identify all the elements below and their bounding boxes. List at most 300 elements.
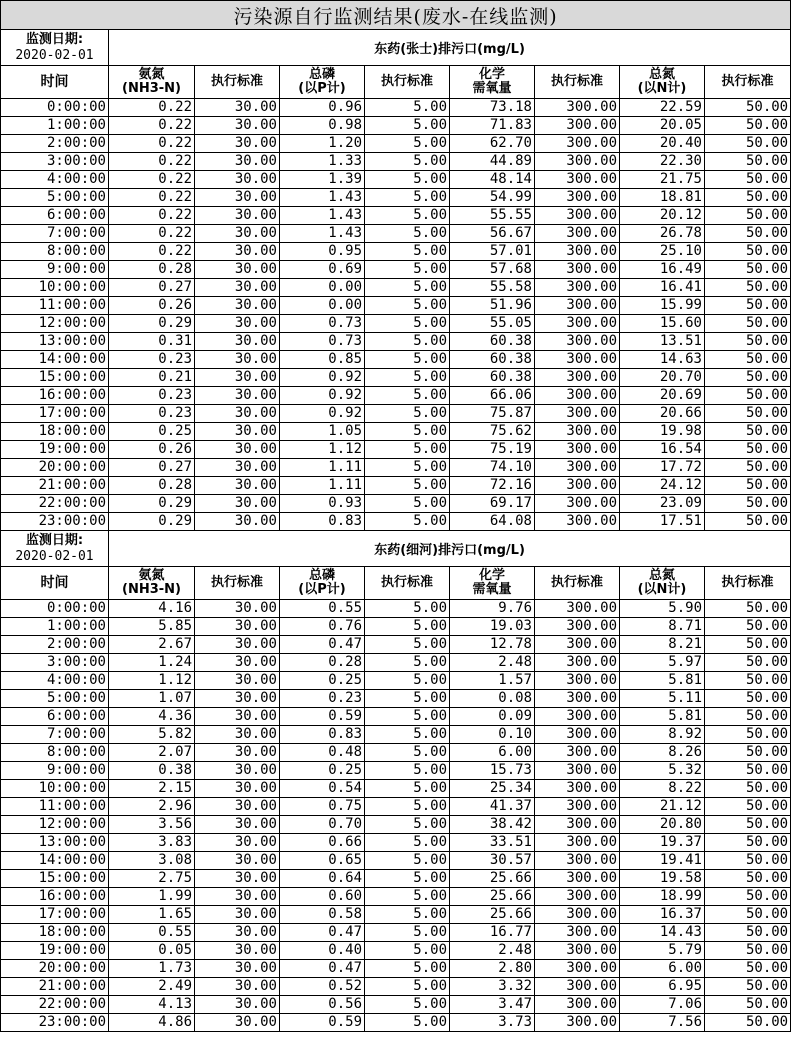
- cell-time: 11:00:00: [1, 297, 109, 315]
- cell-phosphorus-standard: 5.00: [365, 1014, 450, 1032]
- cell-phosphorus: 0.70: [280, 816, 365, 834]
- cell-ammonia-standard: 30.00: [195, 279, 280, 297]
- cell-nitrogen-standard: 50.00: [705, 654, 791, 672]
- cell-nitrogen-standard: 50.00: [705, 924, 791, 942]
- cell-nitrogen: 20.80: [620, 816, 705, 834]
- cell-nitrogen-standard: 50.00: [705, 423, 791, 441]
- table-row: [1, 117, 791, 135]
- header-cod-line1: 化学: [478, 67, 505, 82]
- cell-ammonia-standard: 30.00: [195, 654, 280, 672]
- cell-phosphorus-standard: 5.00: [365, 816, 450, 834]
- cell-ammonia: 1.07: [109, 690, 195, 708]
- cell-time: 4:00:00: [1, 672, 109, 690]
- cell-time: 16:00:00: [1, 387, 109, 405]
- cell-cod: 30.57: [450, 852, 535, 870]
- table-row: [1, 636, 791, 654]
- table-row: [1, 351, 791, 369]
- cell-time: 17:00:00: [1, 906, 109, 924]
- cell-phosphorus: 0.83: [280, 726, 365, 744]
- cell-ammonia: 4.86: [109, 1014, 195, 1032]
- cell-cod: 75.87: [450, 405, 535, 423]
- cell-phosphorus-standard: 5.00: [365, 513, 450, 531]
- cell-nitrogen: 20.70: [620, 369, 705, 387]
- cell-ammonia: 3.56: [109, 816, 195, 834]
- cell-ammonia-standard: 30.00: [195, 870, 280, 888]
- cell-cod: 25.66: [450, 870, 535, 888]
- date-value: 2020-02-01: [15, 47, 94, 63]
- table-row: [1, 618, 791, 636]
- cell-nitrogen: 5.90: [620, 600, 705, 618]
- table-row: [1, 942, 791, 960]
- cell-cod-standard: 300.00: [535, 207, 620, 225]
- cell-cod: 74.10: [450, 459, 535, 477]
- cell-cod: 64.08: [450, 513, 535, 531]
- section-meta-row-xihe: [1, 531, 791, 567]
- cell-ammonia-standard: 30.00: [195, 405, 280, 423]
- cell-cod: 60.38: [450, 369, 535, 387]
- table-row: [1, 495, 791, 513]
- table-row: [1, 333, 791, 351]
- cell-cod-standard: 300.00: [535, 153, 620, 171]
- cell-phosphorus: 1.11: [280, 477, 365, 495]
- cell-nitrogen-standard: 50.00: [705, 459, 791, 477]
- header-nitrogen: [620, 567, 705, 600]
- cell-time: 5:00:00: [1, 189, 109, 207]
- cell-nitrogen: 16.41: [620, 279, 705, 297]
- cell-phosphorus-standard: 5.00: [365, 423, 450, 441]
- cell-ammonia: 3.83: [109, 834, 195, 852]
- cell-ammonia-standard: 30.00: [195, 99, 280, 117]
- header-standard: [705, 66, 791, 99]
- cell-time: 5:00:00: [1, 690, 109, 708]
- cell-phosphorus: 0.73: [280, 315, 365, 333]
- cell-cod: 44.89: [450, 153, 535, 171]
- cell-ammonia-standard: 30.00: [195, 924, 280, 942]
- cell-phosphorus: 0.98: [280, 117, 365, 135]
- cell-ammonia-standard: 30.00: [195, 726, 280, 744]
- cell-cod-standard: 300.00: [535, 942, 620, 960]
- cell-nitrogen: 19.58: [620, 870, 705, 888]
- header-nitrogen: [620, 66, 705, 99]
- cell-nitrogen: 20.12: [620, 207, 705, 225]
- table-row: [1, 870, 791, 888]
- cell-nitrogen: 8.92: [620, 726, 705, 744]
- cell-ammonia: 0.22: [109, 225, 195, 243]
- cell-nitrogen-standard: 50.00: [705, 297, 791, 315]
- cell-nitrogen-standard: 50.00: [705, 477, 791, 495]
- header-standard-line1: 执行标准: [721, 575, 774, 590]
- cell-ammonia: 4.36: [109, 708, 195, 726]
- table-row: [1, 225, 791, 243]
- cell-cod-standard: 300.00: [535, 1014, 620, 1032]
- cell-phosphorus-standard: 5.00: [365, 654, 450, 672]
- cell-cod-standard: 300.00: [535, 708, 620, 726]
- cell-phosphorus: 0.92: [280, 387, 365, 405]
- cell-time: 14:00:00: [1, 852, 109, 870]
- cell-nitrogen: 19.41: [620, 852, 705, 870]
- cell-nitrogen-standard: 50.00: [705, 153, 791, 171]
- cell-time: 19:00:00: [1, 441, 109, 459]
- cell-ammonia-standard: 30.00: [195, 243, 280, 261]
- table-row: [1, 189, 791, 207]
- cell-phosphorus: 0.85: [280, 351, 365, 369]
- table-row: [1, 690, 791, 708]
- cell-nitrogen: 6.00: [620, 960, 705, 978]
- cell-nitrogen: 20.05: [620, 117, 705, 135]
- cell-cod-standard: 300.00: [535, 816, 620, 834]
- cell-ammonia-standard: 30.00: [195, 690, 280, 708]
- cell-nitrogen: 15.60: [620, 315, 705, 333]
- cell-ammonia: 0.22: [109, 99, 195, 117]
- cell-phosphorus-standard: 5.00: [365, 906, 450, 924]
- table-row: [1, 780, 791, 798]
- header-time: [1, 567, 109, 600]
- cell-time: 23:00:00: [1, 1014, 109, 1032]
- cell-cod: 6.00: [450, 744, 535, 762]
- cell-nitrogen-standard: 50.00: [705, 351, 791, 369]
- cell-ammonia-standard: 30.00: [195, 960, 280, 978]
- cell-cod-standard: 300.00: [535, 924, 620, 942]
- cell-phosphorus-standard: 5.00: [365, 297, 450, 315]
- cell-nitrogen: 22.30: [620, 153, 705, 171]
- cell-cod: 9.76: [450, 600, 535, 618]
- header-standard-line1: 执行标准: [380, 74, 433, 89]
- header-standard-line1: 执行标准: [550, 74, 603, 89]
- cell-phosphorus: 0.95: [280, 243, 365, 261]
- cell-time: 9:00:00: [1, 762, 109, 780]
- cell-ammonia-standard: 30.00: [195, 423, 280, 441]
- cell-cod-standard: 300.00: [535, 315, 620, 333]
- cell-cod: 2.80: [450, 960, 535, 978]
- cell-time: 8:00:00: [1, 744, 109, 762]
- cell-nitrogen-standard: 50.00: [705, 315, 791, 333]
- cell-nitrogen: 15.99: [620, 297, 705, 315]
- cell-phosphorus-standard: 5.00: [365, 225, 450, 243]
- cell-ammonia-standard: 30.00: [195, 834, 280, 852]
- cell-phosphorus-standard: 5.00: [365, 495, 450, 513]
- cell-cod-standard: 300.00: [535, 978, 620, 996]
- table-row: [1, 99, 791, 117]
- cell-phosphorus: 1.12: [280, 441, 365, 459]
- cell-nitrogen: 26.78: [620, 225, 705, 243]
- cell-time: 9:00:00: [1, 261, 109, 279]
- cell-time: 10:00:00: [1, 780, 109, 798]
- cell-phosphorus-standard: 5.00: [365, 315, 450, 333]
- cell-phosphorus: 0.00: [280, 279, 365, 297]
- cell-phosphorus: 0.69: [280, 261, 365, 279]
- cell-phosphorus-standard: 5.00: [365, 942, 450, 960]
- cell-ammonia: 0.23: [109, 405, 195, 423]
- cell-phosphorus: 1.43: [280, 207, 365, 225]
- table-row: [1, 243, 791, 261]
- cell-ammonia-standard: 30.00: [195, 672, 280, 690]
- table-row: [1, 171, 791, 189]
- cell-phosphorus: 0.47: [280, 960, 365, 978]
- cell-nitrogen-standard: 50.00: [705, 279, 791, 297]
- cell-ammonia-standard: 30.00: [195, 888, 280, 906]
- cell-cod-standard: 300.00: [535, 513, 620, 531]
- cell-time: 1:00:00: [1, 618, 109, 636]
- cell-time: 16:00:00: [1, 888, 109, 906]
- cell-phosphorus-standard: 5.00: [365, 780, 450, 798]
- cell-ammonia: 2.15: [109, 780, 195, 798]
- table-row: [1, 369, 791, 387]
- cell-cod: 75.19: [450, 441, 535, 459]
- cell-phosphorus: 0.59: [280, 708, 365, 726]
- cell-nitrogen-standard: 50.00: [705, 225, 791, 243]
- cell-phosphorus-standard: 5.00: [365, 387, 450, 405]
- cell-ammonia-standard: 30.00: [195, 618, 280, 636]
- cell-phosphorus: 0.48: [280, 744, 365, 762]
- cell-phosphorus: 0.76: [280, 618, 365, 636]
- cell-nitrogen-standard: 50.00: [705, 870, 791, 888]
- cell-nitrogen-standard: 50.00: [705, 207, 791, 225]
- cell-nitrogen: 19.37: [620, 834, 705, 852]
- header-cod-line2: 需氧量: [472, 582, 512, 597]
- date-label: 监测日期:: [25, 532, 84, 548]
- cell-nitrogen: 7.56: [620, 1014, 705, 1032]
- cell-ammonia-standard: 30.00: [195, 495, 280, 513]
- header-nitrogen-line1: 总氮: [648, 568, 675, 583]
- cell-phosphorus: 1.20: [280, 135, 365, 153]
- cell-time: 19:00:00: [1, 942, 109, 960]
- cell-phosphorus: 0.59: [280, 1014, 365, 1032]
- cell-phosphorus: 1.33: [280, 153, 365, 171]
- report-title: 污染源自行监测结果(废水-在线监测): [1, 1, 791, 30]
- cell-phosphorus-standard: 5.00: [365, 636, 450, 654]
- cell-time: 21:00:00: [1, 978, 109, 996]
- table-row: [1, 996, 791, 1014]
- table-row: [1, 960, 791, 978]
- cell-ammonia: 0.31: [109, 333, 195, 351]
- cell-cod-standard: 300.00: [535, 459, 620, 477]
- cell-phosphorus: 0.58: [280, 906, 365, 924]
- table-row: [1, 852, 791, 870]
- cell-ammonia-standard: 30.00: [195, 816, 280, 834]
- outlet-name: 东药(张士)排污口(mg/L): [109, 30, 791, 66]
- cell-phosphorus: 0.52: [280, 978, 365, 996]
- cell-ammonia-standard: 30.00: [195, 207, 280, 225]
- cell-ammonia: 0.55: [109, 924, 195, 942]
- cell-phosphorus: 0.23: [280, 690, 365, 708]
- monitoring-date: [1, 531, 109, 567]
- cell-cod: 15.73: [450, 762, 535, 780]
- cell-phosphorus: 0.54: [280, 780, 365, 798]
- header-ammonia-line1: 氨氮: [138, 568, 165, 583]
- cell-cod-standard: 300.00: [535, 243, 620, 261]
- cell-phosphorus-standard: 5.00: [365, 672, 450, 690]
- cell-time: 0:00:00: [1, 99, 109, 117]
- cell-nitrogen: 16.54: [620, 441, 705, 459]
- table-body: [1, 1, 791, 1032]
- cell-nitrogen-standard: 50.00: [705, 960, 791, 978]
- cell-nitrogen: 7.06: [620, 996, 705, 1014]
- cell-phosphorus: 0.64: [280, 870, 365, 888]
- cell-ammonia: 0.22: [109, 117, 195, 135]
- cell-time: 17:00:00: [1, 405, 109, 423]
- table-row: [1, 978, 791, 996]
- cell-cod: 48.14: [450, 171, 535, 189]
- cell-time: 12:00:00: [1, 315, 109, 333]
- cell-nitrogen-standard: 50.00: [705, 405, 791, 423]
- cell-ammonia-standard: 30.00: [195, 261, 280, 279]
- cell-nitrogen-standard: 50.00: [705, 618, 791, 636]
- table-row: [1, 207, 791, 225]
- cell-ammonia: 5.85: [109, 618, 195, 636]
- cell-nitrogen-standard: 50.00: [705, 600, 791, 618]
- cell-nitrogen: 8.22: [620, 780, 705, 798]
- cell-cod-standard: 300.00: [535, 297, 620, 315]
- cell-ammonia-standard: 30.00: [195, 600, 280, 618]
- cell-cod: 66.06: [450, 387, 535, 405]
- cell-nitrogen: 19.98: [620, 423, 705, 441]
- cell-time: 20:00:00: [1, 459, 109, 477]
- cell-ammonia: 0.22: [109, 135, 195, 153]
- table-row: [1, 261, 791, 279]
- header-phosphorus: [280, 567, 365, 600]
- header-cod-line2: 需氧量: [472, 81, 512, 96]
- cell-cod: 3.47: [450, 996, 535, 1014]
- cell-time: 3:00:00: [1, 153, 109, 171]
- header-time: [1, 66, 109, 99]
- cell-nitrogen-standard: 50.00: [705, 387, 791, 405]
- cell-ammonia: 1.99: [109, 888, 195, 906]
- cell-nitrogen: 5.11: [620, 690, 705, 708]
- cell-nitrogen-standard: 50.00: [705, 369, 791, 387]
- cell-time: 6:00:00: [1, 207, 109, 225]
- cell-cod-standard: 300.00: [535, 888, 620, 906]
- cell-ammonia: 0.29: [109, 513, 195, 531]
- cell-nitrogen: 5.81: [620, 672, 705, 690]
- cell-time: 13:00:00: [1, 333, 109, 351]
- cell-phosphorus: 0.92: [280, 369, 365, 387]
- cell-phosphorus: 0.96: [280, 99, 365, 117]
- cell-ammonia-standard: 30.00: [195, 459, 280, 477]
- cell-phosphorus-standard: 5.00: [365, 744, 450, 762]
- cell-nitrogen-standard: 50.00: [705, 135, 791, 153]
- cell-nitrogen: 21.12: [620, 798, 705, 816]
- cell-ammonia: 0.27: [109, 459, 195, 477]
- table-row: [1, 279, 791, 297]
- cell-phosphorus: 0.93: [280, 495, 365, 513]
- cell-phosphorus-standard: 5.00: [365, 852, 450, 870]
- cell-ammonia: 1.65: [109, 906, 195, 924]
- cell-time: 7:00:00: [1, 225, 109, 243]
- cell-nitrogen: 5.79: [620, 942, 705, 960]
- cell-ammonia: 1.24: [109, 654, 195, 672]
- cell-time: 0:00:00: [1, 600, 109, 618]
- cell-nitrogen: 5.32: [620, 762, 705, 780]
- cell-ammonia-standard: 30.00: [195, 906, 280, 924]
- cell-cod: 3.73: [450, 1014, 535, 1032]
- cell-time: 15:00:00: [1, 870, 109, 888]
- cell-cod: 60.38: [450, 333, 535, 351]
- cell-cod-standard: 300.00: [535, 351, 620, 369]
- cell-ammonia: 2.75: [109, 870, 195, 888]
- cell-cod-standard: 300.00: [535, 744, 620, 762]
- cell-time: 11:00:00: [1, 798, 109, 816]
- cell-nitrogen-standard: 50.00: [705, 117, 791, 135]
- cell-time: 10:00:00: [1, 279, 109, 297]
- cell-ammonia: 0.21: [109, 369, 195, 387]
- header-standard: [705, 567, 791, 600]
- cell-nitrogen-standard: 50.00: [705, 690, 791, 708]
- cell-phosphorus-standard: 5.00: [365, 708, 450, 726]
- cell-ammonia-standard: 30.00: [195, 189, 280, 207]
- cell-time: 13:00:00: [1, 834, 109, 852]
- header-cod-line1: 化学: [478, 568, 505, 583]
- cell-phosphorus-standard: 5.00: [365, 726, 450, 744]
- cell-phosphorus-standard: 5.00: [365, 978, 450, 996]
- cell-nitrogen-standard: 50.00: [705, 996, 791, 1014]
- cell-nitrogen-standard: 50.00: [705, 672, 791, 690]
- header-ammonia-line1: 氨氮: [138, 67, 165, 82]
- cell-ammonia-standard: 30.00: [195, 225, 280, 243]
- cell-cod: 38.42: [450, 816, 535, 834]
- table-row: [1, 906, 791, 924]
- cell-cod: 75.62: [450, 423, 535, 441]
- cell-time: 7:00:00: [1, 726, 109, 744]
- cell-phosphorus-standard: 5.00: [365, 117, 450, 135]
- table-row: [1, 726, 791, 744]
- cell-ammonia-standard: 30.00: [195, 852, 280, 870]
- cell-cod-standard: 300.00: [535, 333, 620, 351]
- cell-ammonia: 3.08: [109, 852, 195, 870]
- cell-phosphorus-standard: 5.00: [365, 279, 450, 297]
- cell-nitrogen-standard: 50.00: [705, 762, 791, 780]
- cell-cod: 55.58: [450, 279, 535, 297]
- header-nitrogen-line2: (以N计): [637, 81, 687, 96]
- cell-phosphorus: 0.60: [280, 888, 365, 906]
- header-nitrogen-line1: 总氮: [648, 67, 675, 82]
- cell-cod: 57.01: [450, 243, 535, 261]
- cell-cod-standard: 300.00: [535, 477, 620, 495]
- cell-cod: 69.17: [450, 495, 535, 513]
- cell-phosphorus-standard: 5.00: [365, 618, 450, 636]
- section-meta-row-zhangshi: [1, 30, 791, 66]
- cell-nitrogen: 20.69: [620, 387, 705, 405]
- cell-nitrogen: 6.95: [620, 978, 705, 996]
- cell-cod-standard: 300.00: [535, 495, 620, 513]
- cell-time: 23:00:00: [1, 513, 109, 531]
- cell-ammonia: 0.29: [109, 315, 195, 333]
- header-standard-line1: 执行标准: [210, 575, 263, 590]
- cell-phosphorus-standard: 5.00: [365, 369, 450, 387]
- header-standard-line1: 执行标准: [721, 74, 774, 89]
- cell-phosphorus: 1.43: [280, 225, 365, 243]
- table-row: [1, 816, 791, 834]
- table-row: [1, 1014, 791, 1032]
- cell-phosphorus-standard: 5.00: [365, 351, 450, 369]
- cell-phosphorus-standard: 5.00: [365, 996, 450, 1014]
- cell-ammonia: 0.26: [109, 441, 195, 459]
- cell-nitrogen-standard: 50.00: [705, 243, 791, 261]
- outlet-name: 东药(细河)排污口(mg/L): [109, 531, 791, 567]
- cell-nitrogen: 8.71: [620, 618, 705, 636]
- cell-cod-standard: 300.00: [535, 780, 620, 798]
- cell-nitrogen-standard: 50.00: [705, 333, 791, 351]
- cell-phosphorus: 0.47: [280, 924, 365, 942]
- cell-nitrogen: 22.59: [620, 99, 705, 117]
- cell-time: 18:00:00: [1, 924, 109, 942]
- table-row: [1, 459, 791, 477]
- cell-phosphorus-standard: 5.00: [365, 189, 450, 207]
- cell-phosphorus: 1.11: [280, 459, 365, 477]
- cell-time: 22:00:00: [1, 495, 109, 513]
- cell-ammonia-standard: 30.00: [195, 513, 280, 531]
- cell-time: 8:00:00: [1, 243, 109, 261]
- cell-cod: 41.37: [450, 798, 535, 816]
